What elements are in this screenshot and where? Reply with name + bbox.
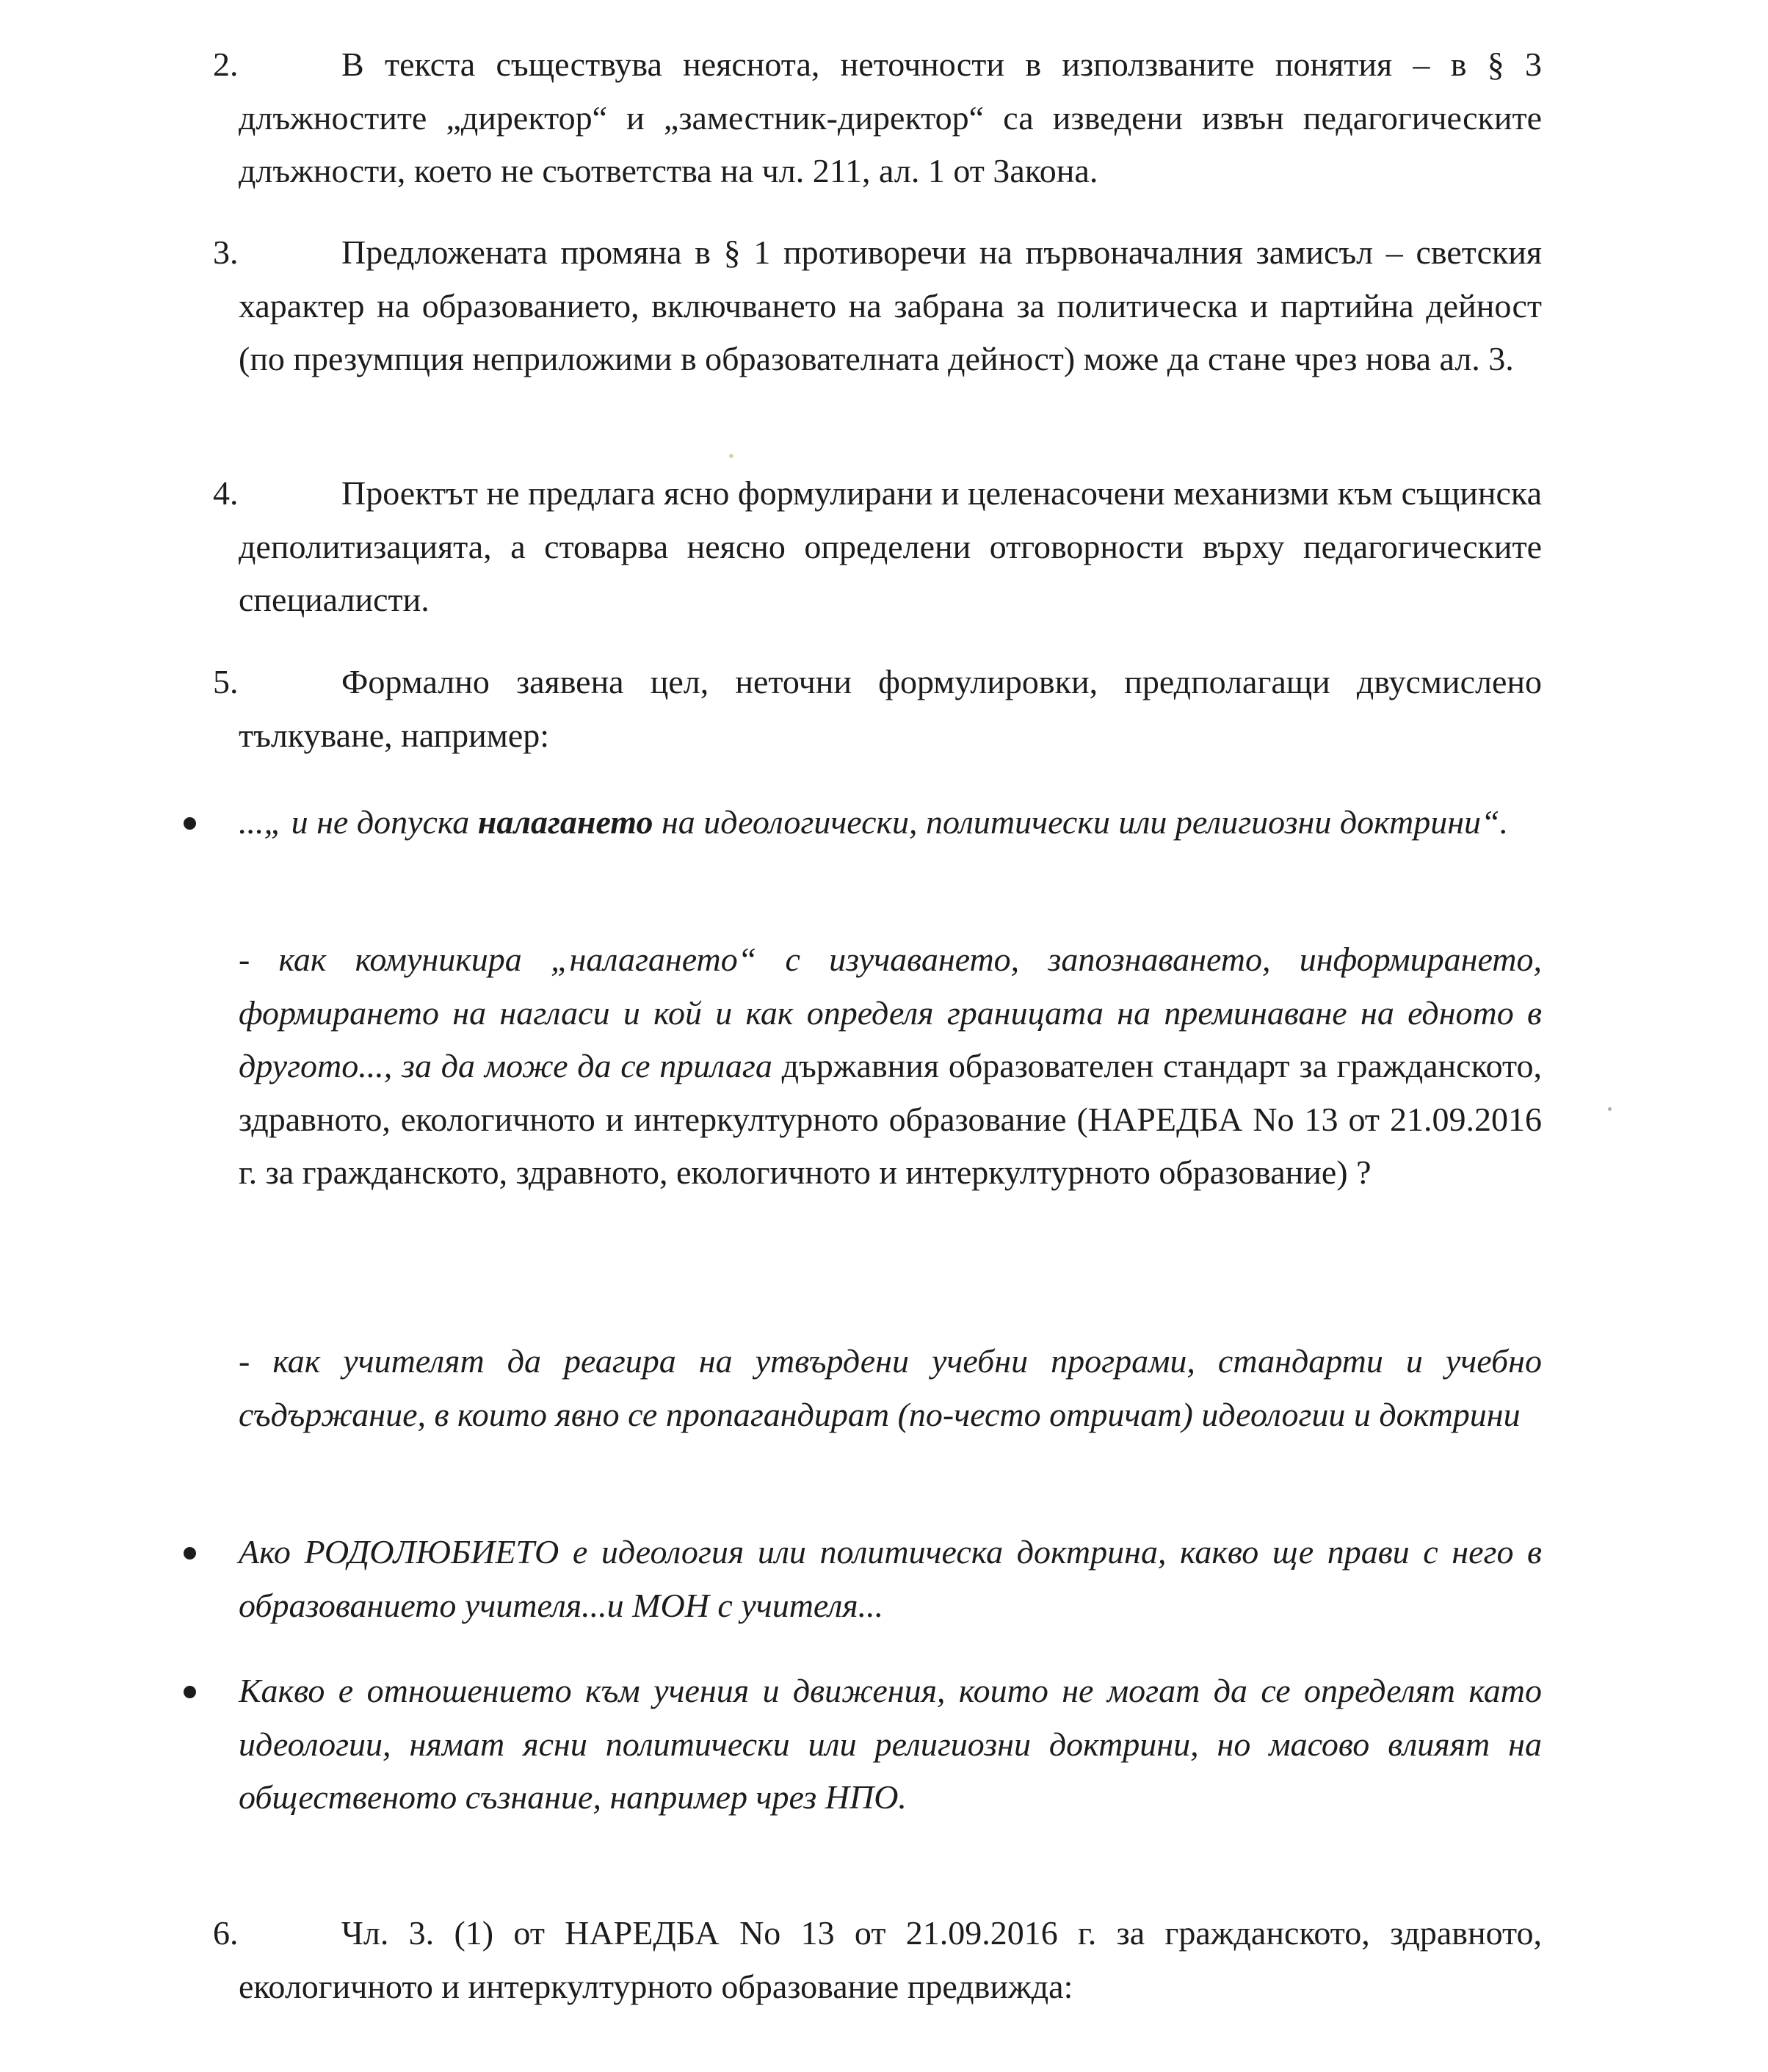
list-item-text: Формално заявена цел, неточни формулировки, предполагащи двусмислено тълкуване, например: [239,663,1542,754]
bullet-item-1 [239,796,1542,850]
bullet-text: Ако РОДОЛЮБИЕТО е идеология или политическа доктрина, какво ще прави с него в образованието учителя...и МОН с учителя... [239,1533,1542,1624]
bullet-item-3 [239,1665,1542,1825]
sub-paragraph-1 [239,933,1542,1200]
bullet-text-before: ...„ и не допуска [239,803,478,841]
list-item-5 [213,656,1542,762]
bullet-dot [184,817,196,830]
bullet-dot [184,1686,196,1698]
sub-paragraph-text: - как учителят да реагира на утвърдени учебни програми, стандарти и учебно съдържание, в които явно се пропагандират (по-често отричат) идеологии и доктрини [239,1342,1542,1433]
list-item-number: 4. [213,474,239,512]
list-item-number: 2. [213,46,239,83]
list-item-6 [213,1907,1542,2013]
scan-speck [729,454,733,458]
list-item-2 [213,38,1542,198]
bullet-text: Какво е отношението към учения и движения, които не могат да се определят като идеологии, нямат ясни политически или религиозни доктрини, но масово влияят на общественото съзнание, например чрез НПО. [239,1672,1542,1816]
list-item-text: В текста съществува неяснота, неточности в използваните понятия – в § 3 длъжностите „директор“ и „заместник-директор“ са изведени извън педагогическите длъжности, което не съответства на чл. 211, ал. 1 от Закона. [239,46,1542,189]
list-item-number: 5. [213,663,239,700]
sub-paragraph-italic: - как комуникира „налагането“ с изучаването, запознаването, информирането, формирането на нагласи и кой и как определя границата на преминаване на едното в другото..., за да може да се прилага [239,941,1542,1084]
list-item-3 [213,226,1542,386]
list-item-text: Чл. 3. (1) от НАРЕДБА No 13 от 21.09.2016 г. за гражданското, здравното, екологичното и интеркултурното образование предвижда: [239,1914,1542,2005]
sub-paragraph-regular: държавния образователен стандарт за гражданското, здравното, екологичното и интеркултурното образование (НАРЕДБА No 13 от 21.09.2016 г. за гражданското, здравното, екологичното и интеркултурното образование) ? [239,1047,1542,1191]
scan-speck [1608,1107,1612,1111]
bullet-text-after: на идеологически, политически или религиозни доктрини“. [653,803,1509,841]
bullet-text-bold: налагането [477,803,653,841]
list-item-number: 6. [213,1914,239,1952]
list-item-text: Предложената промяна в § 1 противоречи на първоначалния замисъл – светския характер на образованието, включването на забрана за политическа и партийна дейност (по презумпция неприложими в образователната дейност) може да стане чрез нова ал. 3. [239,233,1542,377]
list-item-number: 3. [213,233,239,271]
list-item-text: Проектът не предлага ясно формулирани и целенасочени механизми към същинска деполитизацията, а стоварва неясно определени отговорности върху педагогическите специалисти. [239,474,1542,618]
bullet-dot [184,1547,196,1560]
list-item-4 [213,467,1542,627]
sub-paragraph-2 [239,1335,1542,1441]
bullet-item-2 [239,1526,1542,1632]
